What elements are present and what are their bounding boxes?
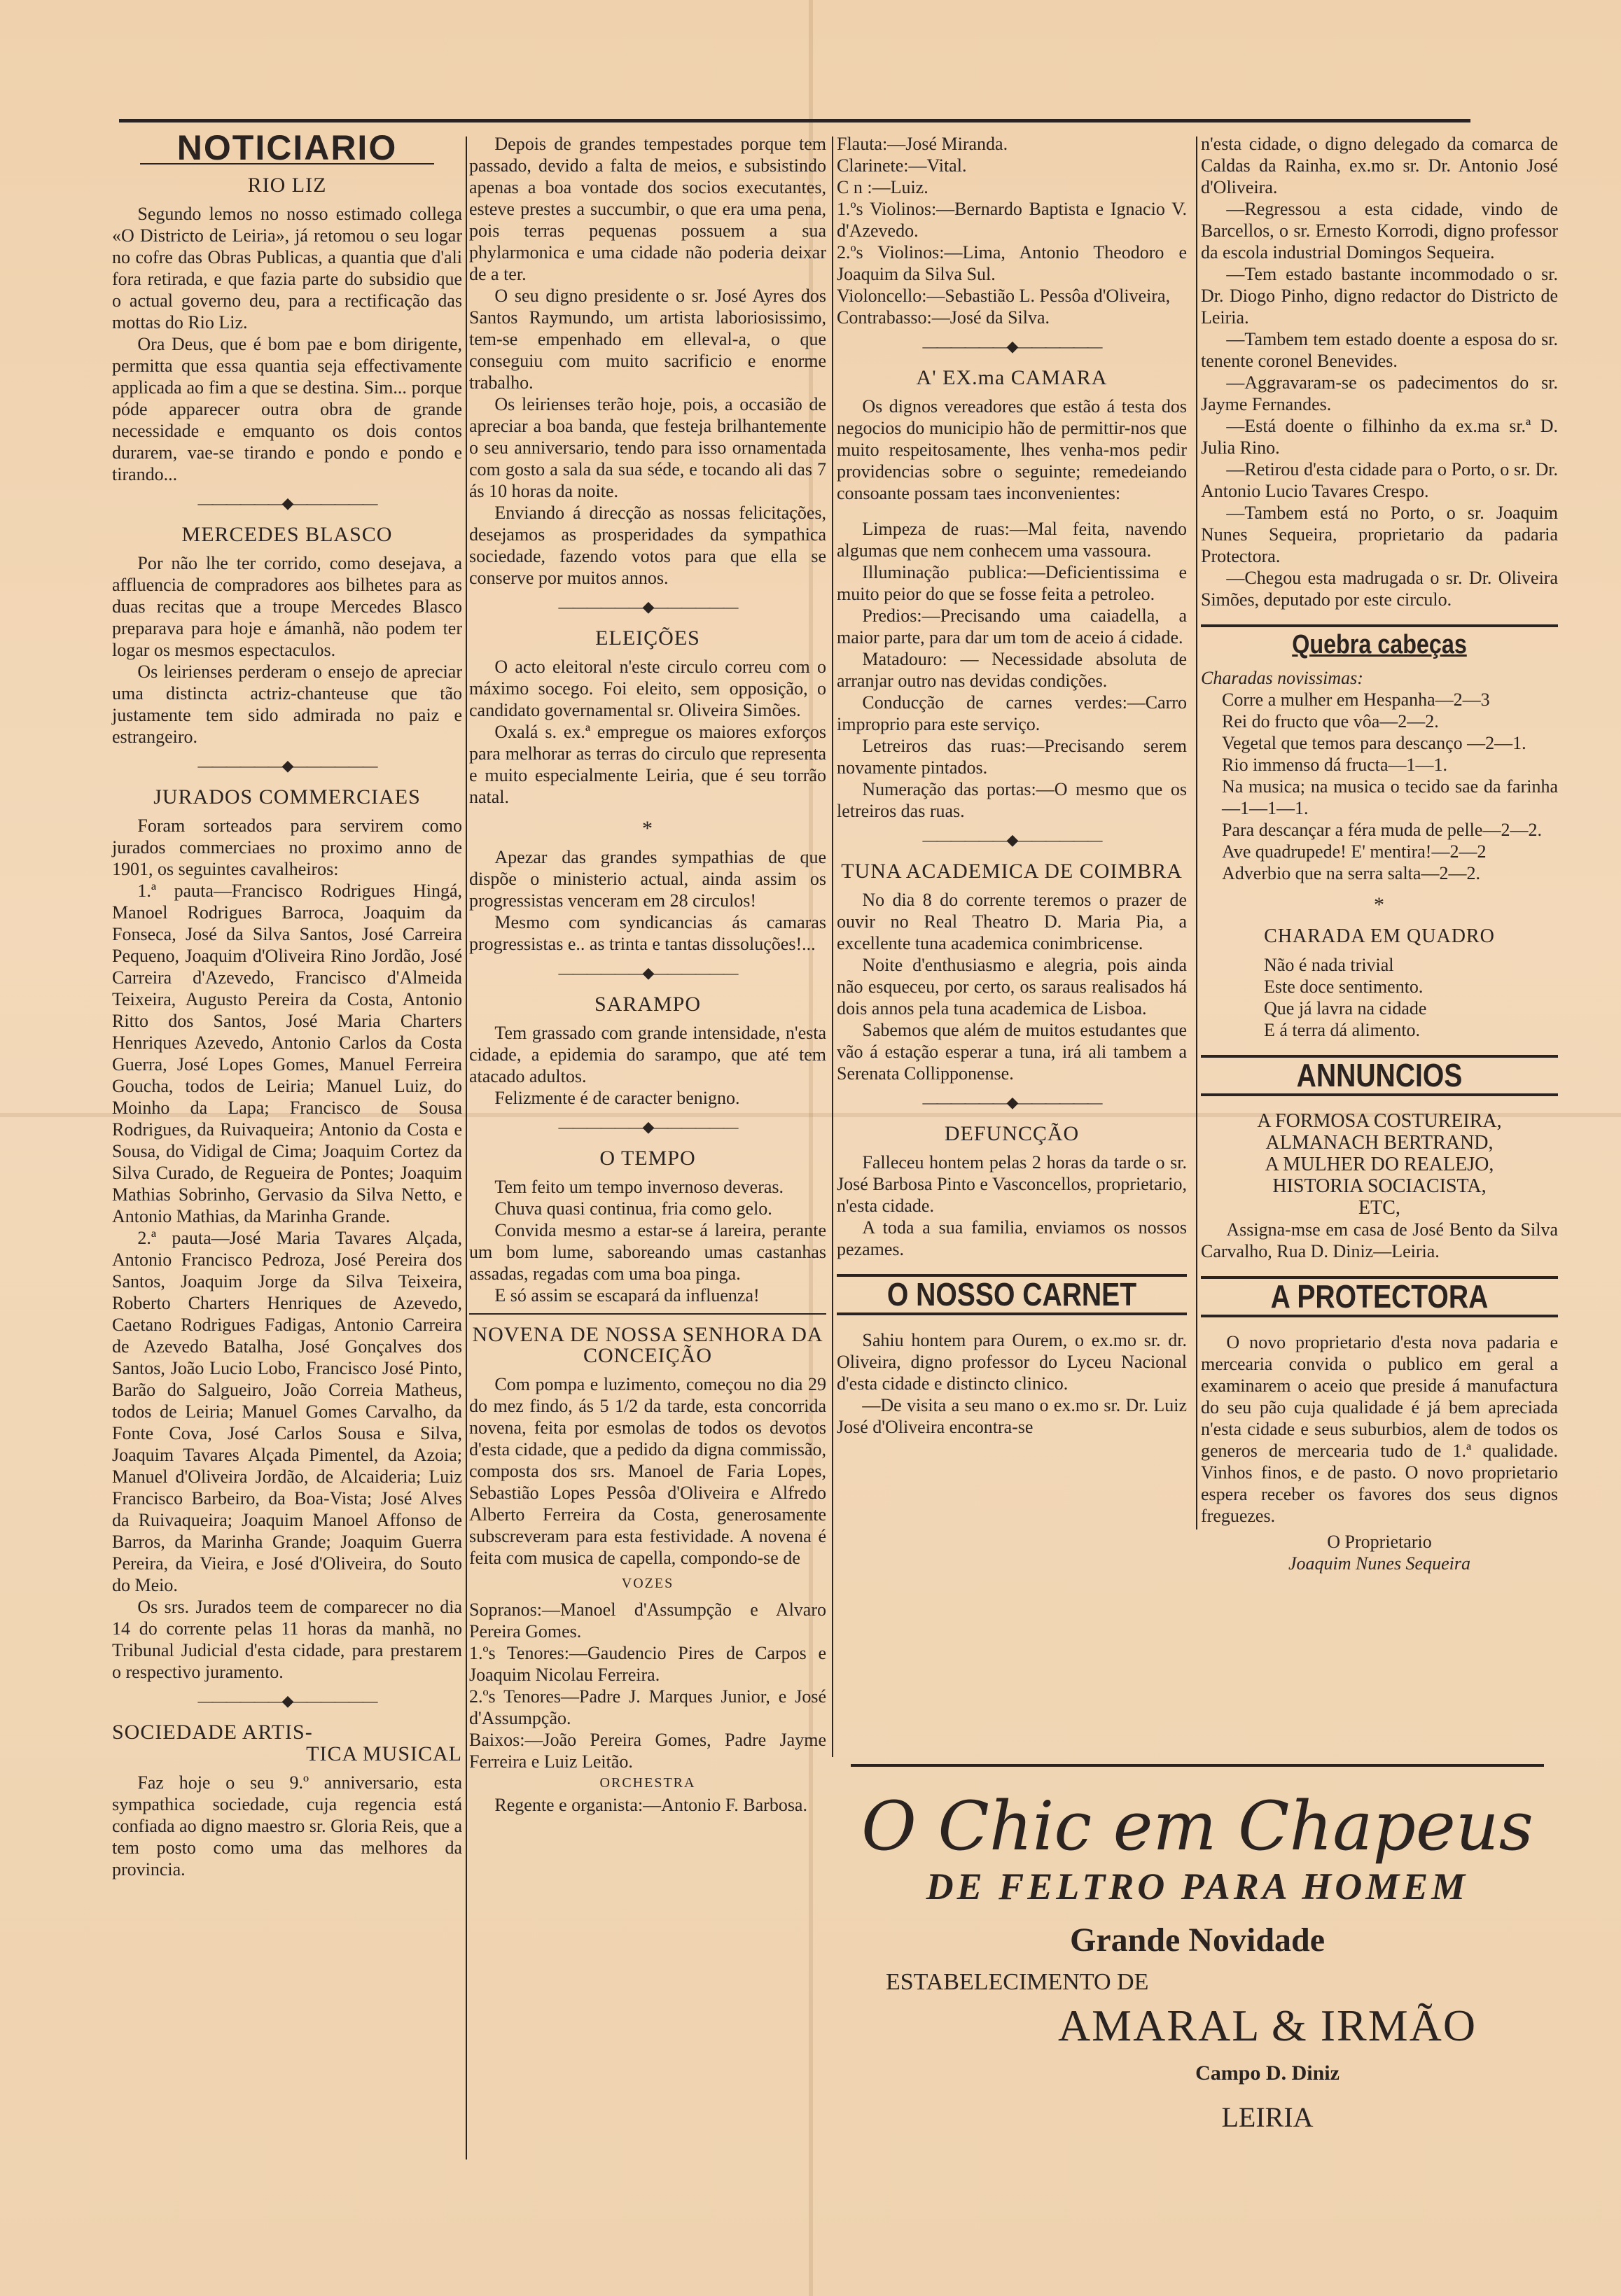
ornament-divider: ——————◆—————— <box>197 494 377 512</box>
article-title: CHARADA EM QUADRO <box>1264 925 1495 947</box>
star-separator: * <box>1374 893 1385 916</box>
list-item: —Está doente o filhinho da ex.ma sr.ª D. Julia Rino. <box>1201 416 1558 458</box>
ornament-divider: ——————◆—————— <box>558 598 737 615</box>
charada-item: Na musica; na musica o tecido sae da farinha—1—1—1. <box>1222 776 1558 818</box>
article-title: O TEMPO <box>599 1147 696 1170</box>
column-rule <box>466 136 467 2160</box>
verse-line: E á terra dá alimento. <box>1264 1020 1421 1040</box>
article-paragraph: Tem grassado com grande intensidade, n'esta cidade, a epidemia do sarampo, que até tem atacado adultos. <box>469 1023 826 1086</box>
article-paragraph: Depois de grandes tempestades porque tem passado, devido a falta de meios, e subsistindo apenas a boa vontade dos socios executantes, esteve prestes a succumbir, o que era uma pena, pois terras pequenas possuem a sua phylarmonica e uma cidade não poderia deixar de a ter. <box>469 134 826 284</box>
list-item: Illuminação publica:—Deficientissima e muito peior do que se fosse feita a petroleo. <box>837 562 1187 604</box>
ornament-divider: ——————◆—————— <box>558 964 737 981</box>
charada-item: Para descançar a féra muda de pelle—2—2. <box>1222 820 1542 840</box>
article-paragraph: Convida mesmo a estar-se á lareira, perante um bom lume, saboreando umas castanhas assadas, regadas com uma boa pinga. <box>469 1220 826 1284</box>
verse-line: Não é nada trivial <box>1264 955 1394 975</box>
article-title: NOVENA DE NOSSA SENHORA DA CONCEIÇÃO <box>472 1323 823 1367</box>
article-paragraph: Os srs. Jurados teem de comparecer no dia 14 do corrente pelas 11 horas da manhã, no Tribunal Judicial d'esta cidade, para prestarem o respectivo juramento. <box>112 1597 462 1682</box>
charada-item: Adverbio que na serra salta—2—2. <box>1222 863 1480 883</box>
list-item: 2.ºs Violinos:—Lima, Antonio Theodoro e Joaquim da Silva Sul. <box>837 242 1187 284</box>
ad-line: ALMANACH BERTRAND, <box>1265 1132 1494 1154</box>
article-paragraph: No dia 8 do corrente teremos o prazer de ouvir no Real Theatro D. Maria Pia, a excellente tuna academica conimbricense. <box>837 890 1187 953</box>
ornament-divider: ——————◆—————— <box>197 1692 377 1709</box>
section-heading: A PROTECTORA <box>1270 1278 1489 1315</box>
charada-item: Ave quadrupede! E' mentira!—2—2 <box>1222 841 1487 862</box>
article-paragraph: 2.ª pauta—José Maria Tavares Alçada, Antonio Francisco Pedroza, José Pereira dos Santos, Joaquim Jorge da Silva Teixeira, Roberto Charters Henriques de Azevedo, Caetano Rodrigues Fadigas, Antonio Carreira de Azevedo Batalha, José Gonçalves dos Santos, João Lucio Lobo, Francisco José Pinto, Barão do Salgueiro, João Correia Matheus, todos de Leiria; Manuel Gomes Carvalho, da Fonte Cova, José Carlos Sousa e Silva, Joaquim Tavares Alçada Pimentel, da Azoia; Manuel d'Oliveira Jordão, de Alcaideria; Luiz Francisco Barbeiro, da Boa-Vista; José Alves da Ruivaqueira; Joaquim Manoel Affonso de Barros, da Marinha Grande; Joaquim Guerra Pereira, da Vieira, e José d'Oliveira, do Souto do Meio. <box>112 1228 462 1595</box>
charada-item: Vegetal que temos para descanço —2—1. <box>1222 733 1526 753</box>
article-paragraph: Mesmo com syndicancias ás camaras progressistas e.. as trinta e tantas dissoluções!... <box>469 912 826 954</box>
column-rule <box>832 136 833 1757</box>
ad-line: HISTORIA SOCIACISTA, <box>1272 1175 1487 1197</box>
article-paragraph: Apezar das grandes sympathias de que dispõe o ministerio actual, ainda assim os progressistas venceram em 28 circulos! <box>469 847 826 911</box>
list-item: —Tambem está no Porto, o sr. Joaquim Nunes Sequeira, proprietario da padaria Protectora. <box>1201 503 1558 566</box>
list-item: Clarinete:—Vital. <box>837 155 967 176</box>
article-paragraph: Regente e organista:—Antonio F. Barbosa. <box>494 1795 807 1815</box>
article-paragraph: O acto eleitoral n'este circulo correu com o máximo socego. Foi eleito, sem opposição, o candidato governamental sr. Oliveira Simões. <box>469 657 826 720</box>
list-item: 2.ºs Tenores—Padre J. Marques Junior, e José d'Assumpção. <box>469 1686 826 1728</box>
list-item: —Aggravaram-se os padecimentos do sr. Jayme Fernandes. <box>1201 372 1558 414</box>
charada-item: Rei do fructo que vôa—2—2. <box>1222 711 1439 732</box>
list-item: Limpeza de ruas:—Mal feita, navendo algumas que nem conhecem uma vassoura. <box>837 519 1187 561</box>
section-header-box <box>1201 624 1558 663</box>
article-paragraph: Enviando á direcção as nossas felicitações, desejamos as prosperidades da sympathica sociedade, fazendo votos para que ella se conserve por muitos annos. <box>469 503 826 588</box>
list-item: Flauta:—José Miranda. <box>837 134 1008 154</box>
section-heading: ANNUNCIOS <box>1296 1057 1463 1093</box>
article-paragraph: Chuva quasi continua, fria como gelo. <box>494 1198 772 1219</box>
article-paragraph: 1.ª pauta—Francisco Rodrigues Hingá, Manoel Rodrigues Barroca, Joaquim da Fonseca, José da Silva Santos, José Carreira Pequeno, Joaquim d'Oliveira Rino Jordão, José Carreira d'Azevedo, Francisco d'Almeida Teixeira, Augusto Pereira da Costa, Antonio Ritto dos Santos, José Maria Charters Henriques Azevedo, Antonio Carlos da Costa Guerra, José Lopes Gomes, Manuel Ferreira Goucha, todos de Leiria; Manuel Luiz, do Moinho da Lapa; Francisco de Sousa Rodrigues, da Ruivaqueira; Antonio da Costa e Sousa, do Vidigal de Cima; Joaquim Cortez da Silva Curado, de Regueira de Pontes; Joaquim Mathias Sobrinho, Gervasio da Silva Netto, e Antonio Mathias, da Marinha Grande. <box>112 881 462 1226</box>
verse-line: Que já lavra na cidade <box>1264 998 1427 1018</box>
article-paragraph: Os leirienses terão hoje, pois, a occasião de apreciar a boa banda, que festeja brilhantemente o seu anniversario, tendo para isso ornamentada com gosto a sala da sua séde, e tocando ali das 7 ás 10 horas da noite. <box>469 394 826 501</box>
article-paragraph: Falleceu hontem pelas 2 horas da tarde o sr. José Barbosa Pinto e Vasconcellos, proprietario, n'esta cidade. <box>837 1152 1187 1216</box>
list-item: C n :—Luiz. <box>837 177 928 197</box>
section-heading: Quebra cabeças <box>1292 630 1467 659</box>
article-paragraph: E só assim se escapará da influenza! <box>494 1285 760 1306</box>
signature: Joaquim Nunes Sequeira <box>1288 1553 1470 1574</box>
article-title: JURADOS COMMERCIAES <box>153 785 421 808</box>
list-item: Matadouro: — Necessidade absoluta de arranjar outro nas devidas condições. <box>837 649 1187 691</box>
subsection-label: VOZES <box>621 1576 674 1591</box>
list-item: Baixos:—João Pereira Gomes, Padre Jayme Ferreira e Luiz Leitão. <box>469 1730 826 1772</box>
ad-subheadline: DE FELTRO PARA HOMEM <box>926 1865 1469 1907</box>
ad-line: A MULHER DO REALEJO, <box>1265 1154 1494 1175</box>
list-item: —Tem estado bastante incommodado o sr. Dr. Diogo Pinho, digno redactor do Districto de Leiria. <box>1201 264 1558 328</box>
article-title: DEFUNCÇÃO <box>944 1122 1080 1145</box>
article-paragraph: Foram sorteados para servirem como jurados commerciaes no proximo anno de 1901, os seguintes cavalheiros: <box>112 816 462 879</box>
article-paragraph: O seu digno presidente o sr. José Ayres dos Santos Raymundo, um artista laboriosissimo, tem-se empenhado em elleval-a, o que conseguiu com muito sacrificio e enorme trabalho. <box>469 286 826 393</box>
section-heading: O NOSSO CARNET <box>886 1276 1137 1312</box>
ornament-divider: ——————◆—————— <box>922 337 1101 355</box>
subsection-label: Charadas novissimas: <box>1201 668 1363 688</box>
article-paragraph: Noite d'enthusiasmo e alegria, pois ainda não esqueceu, por certo, os saraus realisados há dois annos pela tuna academica de Lisboa. <box>837 955 1187 1018</box>
ad-line: ETC, <box>1358 1197 1400 1219</box>
subsection-label: ORCHESTRA <box>599 1775 696 1791</box>
article-paragraph: Tem feito um tempo invernoso deveras. <box>494 1177 784 1197</box>
list-item: Letreiros das ruas:—Precisando serem novamente pintados. <box>837 736 1187 778</box>
list-item: Conducção de carnes verdes:—Carro improprio para este serviço. <box>837 692 1187 734</box>
list-item: 1.ºs Violinos:—Bernardo Baptista e Ignacio V. d'Azevedo. <box>837 199 1187 241</box>
list-item: Contrabasso:—José da Silva. <box>837 307 1050 328</box>
section-header-box <box>1201 1055 1558 1096</box>
article-paragraph: A toda a sua familia, enviamos os nossos pezames. <box>837 1217 1187 1259</box>
article-paragraph: Assigna-mse em casa de José Bento da Silva Carvalho, Rua D. Diniz—Leiria. <box>1201 1219 1558 1261</box>
ornament-divider: ——————◆—————— <box>922 1093 1101 1111</box>
article-title: RIO LIZ <box>247 174 327 197</box>
ornament-divider: ——————◆—————— <box>197 757 377 774</box>
list-item: —Retirou d'esta cidade para o Porto, o sr. Dr. Antonio Lucio Tavares Crespo. <box>1201 459 1558 501</box>
article-paragraph: Oxalá s. ex.ª empregue os maiores exforços para melhorar as terras do circulo que representa e muito especialmente Leiria, que é seu torrão natal. <box>469 722 826 807</box>
article-title: A' EX.ma CAMARA <box>916 366 1108 389</box>
list-item: Violoncello:—Sebastião L. Pessôa d'Oliveira, <box>837 286 1171 306</box>
article-title: ELEIÇÕES <box>595 626 700 650</box>
article-paragraph: Sabemos que além de muitos estudantes que vão á estação esperar a tuna, irá ali tambem a Serenata Collipponense. <box>837 1020 1187 1084</box>
article-title: SOCIEDADE ARTIS- <box>112 1721 313 1744</box>
top-rule <box>119 119 1470 122</box>
list-item: —Regressou a esta cidade, vindo de Barcellos, o sr. Ernesto Korrodi, digno professor da escola industrial Domingos Sequeira. <box>1201 199 1558 262</box>
verse-line: Este doce sentimento. <box>1264 976 1424 997</box>
ad-line: A FORMOSA COSTUREIRA, <box>1257 1110 1502 1132</box>
section-header-box <box>1201 1276 1558 1317</box>
ornament-divider: ——————◆—————— <box>558 1118 737 1135</box>
article-paragraph: Segundo lemos no nosso estimado collega «O Districto de Leiria», já retomou o seu logar no cofre das Obras Publicas, a quantia que d'ali fora retirada, e que fazia parte do subsidio que o actual governo deu, para a rectificação das mottas do Rio Liz. <box>112 204 462 332</box>
article-title: TICA MUSICAL <box>306 1742 462 1765</box>
ad-business-name: AMARAL & IRMÃO <box>1057 2001 1477 2050</box>
list-item: Numeração das portas:—O mesmo que os letreiros das ruas. <box>837 779 1187 821</box>
article-paragraph: Sahiu hontem para Ourem, o ex.mo sr. dr. Oliveira, digno professor do Lyceu Nacional d'esta cidade e distincto clinico. <box>837 1330 1187 1394</box>
article-paragraph: Os leirienses perderam o ensejo de apreciar uma distincta actriz-chanteuse que tão justamente tem sido admirada no paiz e estrangeiro. <box>112 662 462 747</box>
article-paragraph: Os dignos vereadores que estão á testa dos negocios do municipio hão de permittir-nos que muito respeitosamente, lhes venha-mos pedir providencias sobre o seguinte; remedeiando consoante possam taes inconvenientes: <box>837 396 1187 503</box>
ad-label: ESTABELECIMENTO DE <box>886 1969 1149 1995</box>
article-paragraph: Com pompa e luzimento, começou no dia 29 do mez findo, ás 5 1/2 da tarde, esta concorrida novena, feita por esmolas de todos os devotos d'esta cidade, que a pedido da digna commissão, composta dos srs. Manoel de Faria Lopes, Sebastião Lopes Pessôa d'Oliveira e Alfredo Alberto Ferreira da Costa, generosamente subscreveram para esta festividade. A novena é feita com musica de capella, compondo-se de <box>469 1374 826 1568</box>
article-paragraph: O novo proprietario d'esta nova padaria e mercearia convida o publico em geral a examinarem o aceio que preside á manufactura do seu pão cuja qualidade é já bem apreciada n'esta cidade e seus suburbios, alem de todos os generos de mercearia tudo de 1.ª qualidade. Vinhos finos, e de pasto. O novo proprietario espera receber os favores dos seus dignos freguezes. <box>1201 1332 1558 1526</box>
list-item: Predios:—Precisando uma caiadella, a maior parte, para dar um tom de aceio á cidade. <box>837 606 1187 648</box>
article-paragraph: Felizmente é de caracter benigno. <box>494 1088 740 1108</box>
article-title: TUNA ACADEMICA DE COIMBRA <box>841 860 1183 883</box>
article-title: MERCEDES BLASCO <box>181 523 393 546</box>
section-header-box <box>837 1274 1187 1315</box>
article-paragraph: n'esta cidade, o digno delegado da comarca de Caldas da Rainha, ex.mo sr. Dr. Antonio José d'Oliveira. <box>1201 134 1558 197</box>
article-paragraph: Faz hoje o seu 9.º anniversario, esta sympathica sociedade, cuja regencia está confiada ao digno maestro sr. Gloria Reis, que a tem posto como uma das melhores da provincia. <box>112 1772 462 1879</box>
list-item: Sopranos:—Manoel d'Assumpção e Alvaro Pereira Gomes. <box>469 1600 826 1642</box>
column-rule <box>1196 136 1197 1530</box>
ad-headline: O Chic em Chapeus <box>861 1787 1533 1865</box>
divider <box>469 1313 826 1315</box>
charada-item: Rio immenso dá fructa—1—1. <box>1222 755 1448 775</box>
column-3 <box>837 133 1187 1438</box>
column-2 <box>469 133 826 1816</box>
article-paragraph: Por não lhe ter corrido, como desejava, a affluencia de compradores aos bilhetes para as duas recitas que a troupe Mercedes Blasco preparava para hoje e ámanhã, não podem ter logar os mesmos espectaculos. <box>112 553 462 660</box>
ad-address: Campo D. Diniz <box>1195 2062 1340 2085</box>
proprietario-label: O Proprietario <box>1327 1532 1432 1552</box>
section-heading: NOTICIARIO <box>176 128 398 167</box>
article-title: SARAMPO <box>594 993 702 1016</box>
advertisement <box>837 1764 1558 2134</box>
list-item: 1.ºs Tenores:—Gaudencio Pires de Carpos e Joaquim Nicolau Ferreira. <box>469 1643 826 1685</box>
column-1 <box>112 128 462 1880</box>
article-paragraph: —De visita a seu mano o ex.mo sr. Dr. Luiz José d'Oliveira encontra-se <box>837 1395 1187 1437</box>
list-item: —Tambem tem estado doente a esposa do sr. tenente coronel Benevides. <box>1201 329 1558 371</box>
ad-city: LEIRIA <box>1221 2101 1314 2133</box>
list-item: —Chegou esta madrugada o sr. Dr. Oliveira Simões, deputado por este circulo. <box>1201 568 1558 610</box>
ornament-divider: ——————◆—————— <box>922 831 1101 848</box>
star-separator: * <box>642 817 653 840</box>
charada-item: Corre a mulher em Hespanha—2—3 <box>1222 690 1490 710</box>
ad-tagline: Grande Novidade <box>1069 1921 1326 1959</box>
article-paragraph: Ora Deus, que é bom pae e bom dirigente, permitta que essa quantia seja effectivamente applicada ao fim a que se destina. Sim... porque póde apparecer outra obra de grande necessidade e emquanto os dois contos durarem, vae-se tirando e pondo e pondo e tirando... <box>112 334 462 484</box>
column-4 <box>1201 133 1558 1574</box>
